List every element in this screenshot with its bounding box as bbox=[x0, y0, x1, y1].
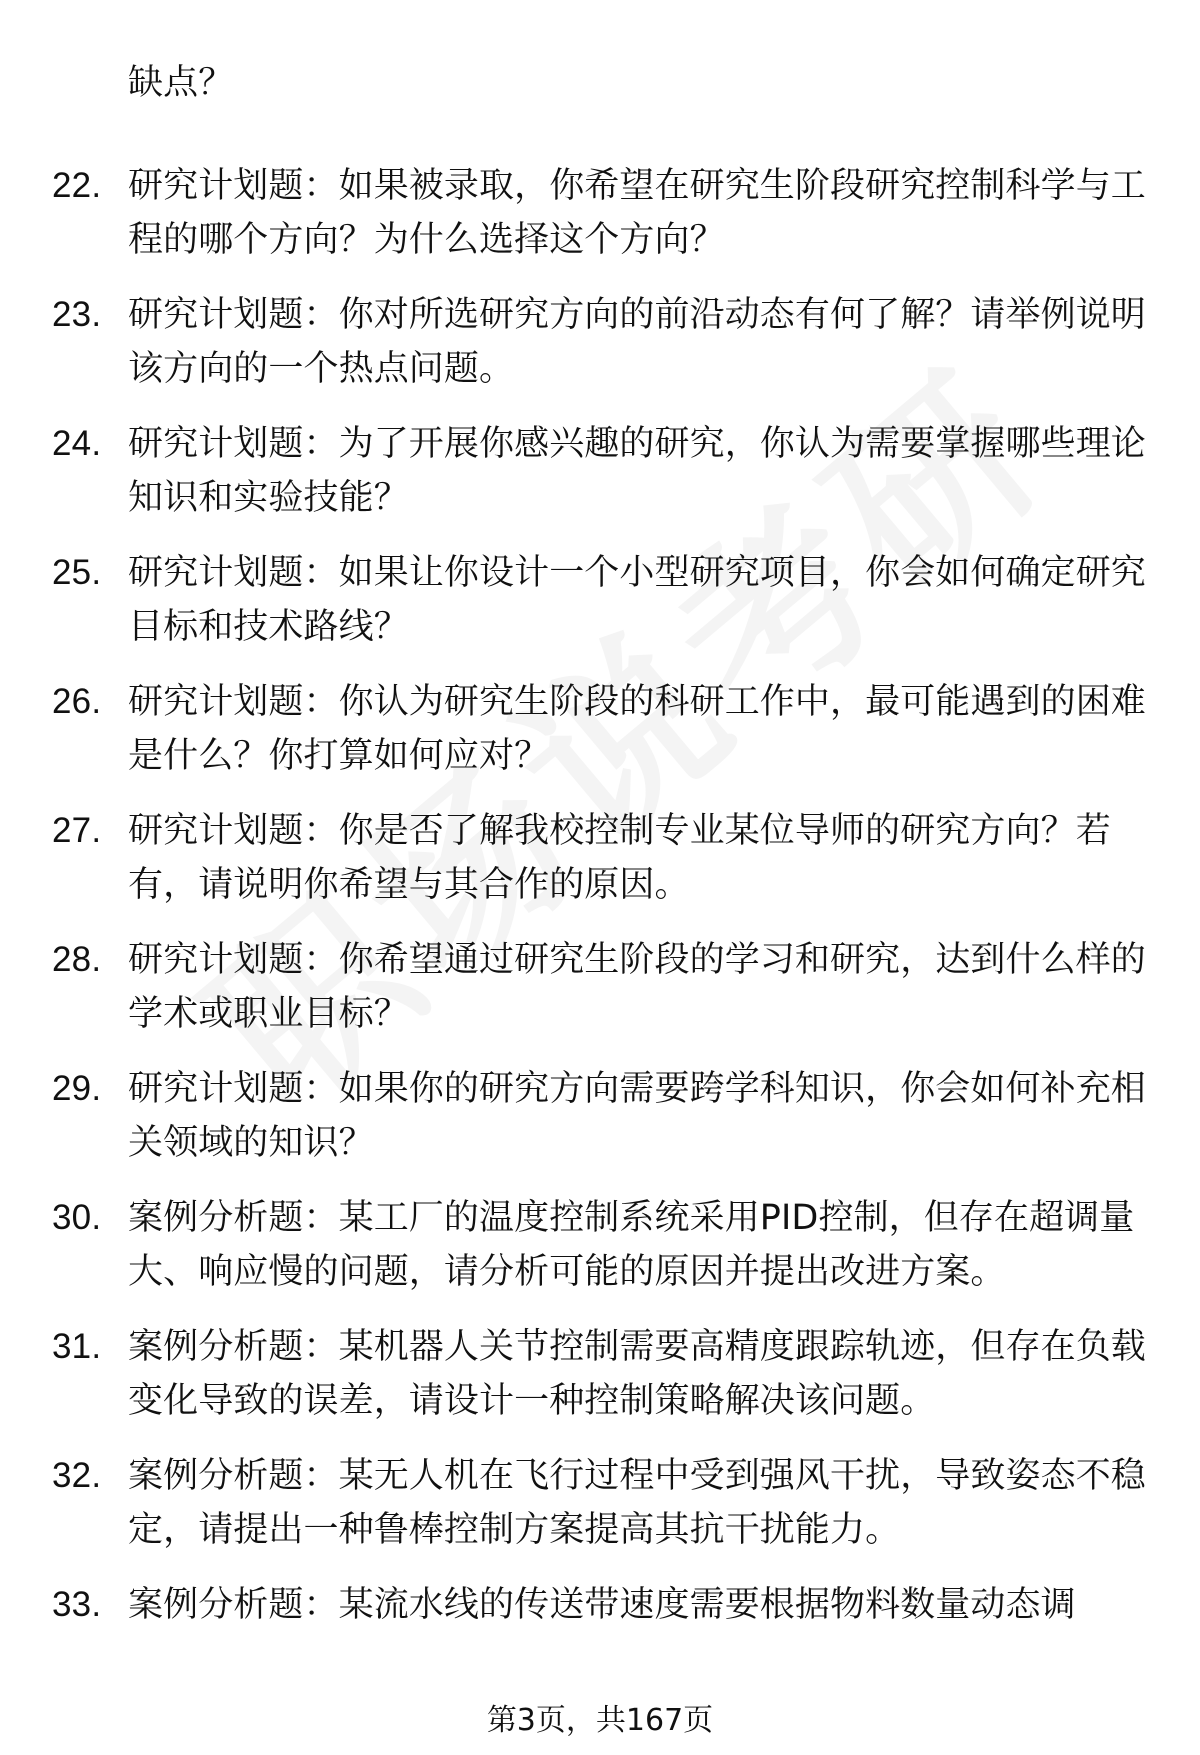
question-item bbox=[52, 546, 1152, 654]
question-number: 27. bbox=[52, 811, 102, 850]
question-item bbox=[52, 804, 1152, 912]
question-text: 研究计划题：为了开展你感兴趣的研究，你认为需要掌握哪些理论知识和实验技能？ bbox=[128, 424, 1146, 518]
question-text: 研究计划题：如果被录取，你希望在研究生阶段研究控制科学与工程的哪个方向？为什么选择这个方向？ bbox=[128, 166, 1146, 260]
question-text: 研究计划题：如果让你设计一个小型研究项目，你会如何确定研究目标和技术路线？ bbox=[128, 553, 1146, 647]
question-number: 32. bbox=[52, 1456, 102, 1495]
question-number: 30. bbox=[52, 1198, 102, 1237]
question-text: 研究计划题：你希望通过研究生阶段的学习和研究，达到什么样的学术或职业目标？ bbox=[128, 940, 1146, 1034]
question-item bbox=[52, 1191, 1152, 1299]
question-item bbox=[52, 1578, 1152, 1632]
question-item bbox=[52, 1449, 1152, 1557]
question-text: 研究计划题：你是否了解我校控制专业某位导师的研究方向？若有，请说明你希望与其合作的原因。 bbox=[128, 811, 1111, 905]
question-item bbox=[52, 1320, 1152, 1428]
continued-question-text: 缺点？ bbox=[128, 63, 234, 103]
question-text: 研究计划题：你认为研究生阶段的科研工作中，最可能遇到的困难是什么？你打算如何应对？ bbox=[128, 682, 1146, 776]
question-number: 23. bbox=[52, 295, 102, 334]
page-footer: 第3页，共167页 bbox=[486, 1703, 714, 1738]
question-number: 24. bbox=[52, 424, 102, 463]
question-item bbox=[52, 159, 1152, 267]
question-number: 31. bbox=[52, 1327, 102, 1366]
question-number: 33. bbox=[52, 1585, 102, 1624]
question-text: 案例分析题：某机器人关节控制需要高精度跟踪轨迹，但存在负载变化导致的误差，请设计一种控制策略解决该问题。 bbox=[128, 1327, 1146, 1421]
question-item bbox=[52, 933, 1152, 1041]
question-item bbox=[52, 1062, 1152, 1170]
question-item bbox=[52, 417, 1152, 525]
question-number: 28. bbox=[52, 940, 102, 979]
question-item bbox=[52, 675, 1152, 783]
question-text: 研究计划题：如果你的研究方向需要跨学科知识，你会如何补充相关领域的知识？ bbox=[128, 1069, 1146, 1163]
question-list bbox=[52, 56, 1152, 1653]
question-text: 案例分析题：某工厂的温度控制系统采用PID控制，但存在超调量大、响应慢的问题，请分析可能的原因并提出改进方案。 bbox=[128, 1198, 1135, 1292]
question-text: 案例分析题：某无人机在飞行过程中受到强风干扰，导致姿态不稳定，请提出一种鲁棒控制方案提高其抗干扰能力。 bbox=[128, 1456, 1146, 1550]
question-text: 案例分析题：某流水线的传送带速度需要根据物料数量动态调 bbox=[128, 1585, 1076, 1625]
question-number: 26. bbox=[52, 682, 102, 721]
question-item bbox=[52, 288, 1152, 396]
question-number: 29. bbox=[52, 1069, 102, 1108]
question-text: 研究计划题：你对所选研究方向的前沿动态有何了解？请举例说明该方向的一个热点问题。 bbox=[128, 295, 1146, 389]
question-number: 22. bbox=[52, 166, 102, 205]
question-number: 25. bbox=[52, 553, 102, 592]
